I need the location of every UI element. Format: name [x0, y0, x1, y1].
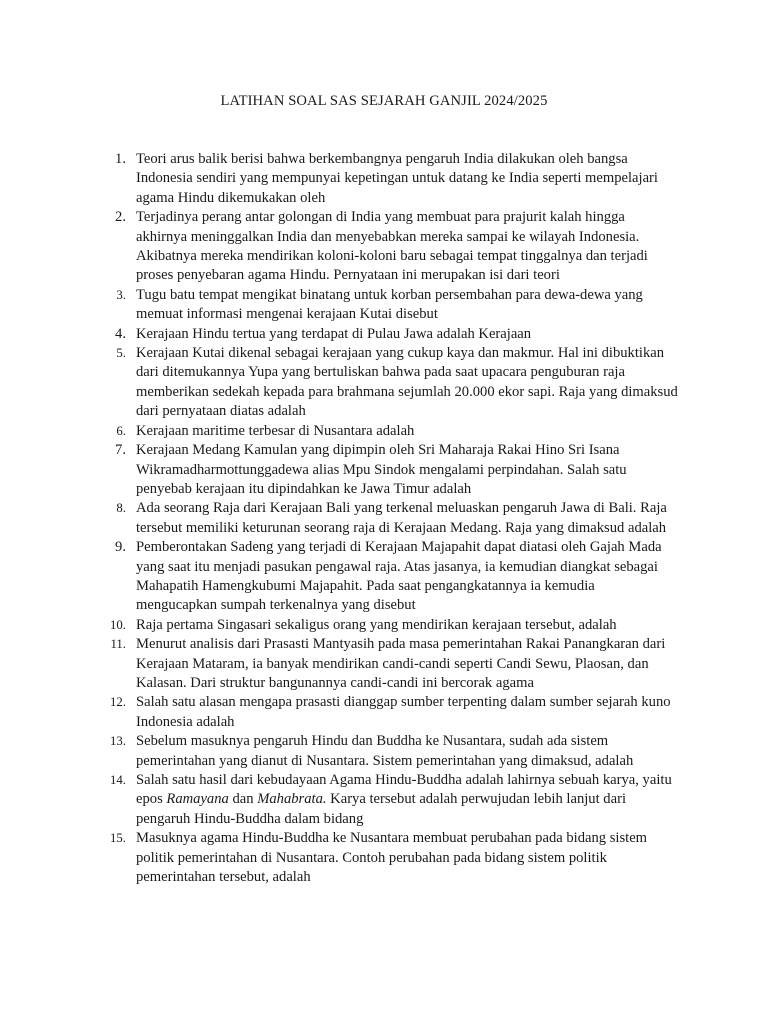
question-item: [0, 499, 768, 538]
question-number: 9.: [115, 539, 126, 556]
question-number: 13.: [110, 734, 126, 749]
question-number: 7.: [115, 442, 126, 459]
question-item: [0, 693, 768, 732]
question-number: 8.: [116, 501, 126, 516]
question-item: [0, 344, 768, 422]
question-list: [0, 150, 768, 887]
question-item: [0, 829, 768, 887]
question-item: [0, 441, 768, 499]
document-title: LATIHAN SOAL SAS SEJARAH GANJIL 2024/2025: [220, 93, 548, 109]
question-number: 11.: [110, 637, 126, 652]
question-text: Menurut analisis dari Prasasti Mantyasih pada masa pemerintahan Rakai Panangkaran dari Kerajaan Mataram, ia banyak mendirikan candi-candi seperti Candi Sewu, Plaosan, dan Kalasan. Dari struktur bangunannya candi-candi ini bercorak agama: [136, 636, 666, 691]
question-text: Kerajaan Medang Kamulan yang dipimpin oleh Sri Maharaja Rakai Hino Sri Isana Wikramadharmottunggadewa alias Mpu Sindok mengalami perpindahan. Salah satu penyebab kerajaan itu dipindahkan ke Jawa Timur adalah: [136, 442, 627, 497]
question-item: [0, 325, 768, 344]
question-item: [0, 150, 768, 208]
question-text-part: Salah satu hasil dari kebudayaan Agama Hindu-Buddha adalah lahirnya sebuah karya, yaitu epos: [136, 772, 672, 808]
question-number: 2.: [115, 209, 126, 226]
question-text: Sebelum masuknya pengaruh Hindu dan Buddha ke Nusantara, sudah ada sistem pemerintahan yang dianut di Nusantara. Sistem pemerintahan yang dimaksud, adalah: [136, 733, 634, 769]
question-text: [136, 771, 678, 829]
question-text: Ada seorang Raja dari Kerajaan Bali yang terkenal meluaskan pengaruh Jawa di Bali. Raja tersebut memiliki keturunan seorang raja di Kerajaan Medang. Raja yang dimaksud adalah: [136, 500, 667, 536]
question-text: Raja pertama Singasari sekaligus orang yang mendirikan kerajaan tersebut, adalah: [136, 616, 617, 633]
question-number: 12.: [110, 695, 126, 710]
question-item: [0, 771, 768, 829]
epos-mahabrata: Mahabrata.: [257, 791, 327, 808]
question-number: 3.: [116, 287, 126, 302]
question-item: [0, 422, 768, 441]
question-number: 10.: [110, 617, 126, 632]
question-number: 4.: [115, 325, 126, 342]
question-text: Salah satu alasan mengapa prasasti dianggap sumber terpenting dalam sumber sejarah kuno Indonesia adalah: [136, 694, 671, 730]
question-item: [0, 635, 768, 693]
question-text: Pemberontakan Sadeng yang terjadi di Kerajaan Majapahit dapat diatasi oleh Gajah Mada yang saat itu menjadi pasukan pengawal raja. Atas jasanya, ia kemudian diangkat sebagai Mahapatih Hamengkubumi Majapahit. Pada saat pengangkatannya ia kemudia mengucapkan sumpah terkenalnya yang disebut: [136, 539, 662, 614]
question-item: [0, 616, 768, 635]
question-number: 15.: [110, 831, 126, 846]
question-text-part: dan: [228, 791, 258, 808]
question-text: Kerajaan Hindu tertua yang terdapat di Pulau Jawa adalah Kerajaan: [136, 325, 532, 342]
question-item: [0, 732, 768, 771]
question-text: Terjadinya perang antar golongan di India yang membuat para prajurit kalah hingga akhirnya meninggalkan India dan menyebabkan mereka sampai ke wilayah Indonesia. Akibatnya mereka mendirikan koloni-koloni baru sebagai tempat tinggalnya dan terjadi proses penyebaran agama Hindu. Pernyataan ini merupakan isi dari teori: [136, 209, 648, 284]
question-text: Kerajaan maritime terbesar di Nusantara adalah: [136, 422, 415, 439]
question-text: Masuknya agama Hindu-Buddha ke Nusantara membuat perubahan pada bidang sistem politik pemerintahan di Nusantara. Contoh perubahan pada bidang sistem politik pemerintahan tersebut, adalah: [136, 830, 648, 886]
question-number: 14.: [110, 773, 126, 787]
question-text: Teori arus balik berisi bahwa berkembangnya pengaruh India dilakukan oleh bangsa Indonesia sendiri yang mempunyai kepetingan untuk datang ke India seperti mempelajari agama Hindu dikemukakan oleh: [136, 151, 658, 206]
question-number: 1.: [115, 151, 126, 167]
question-number: 5.: [116, 346, 126, 361]
epos-ramayana: Ramayana: [166, 791, 229, 808]
question-item: [0, 208, 768, 286]
question-item: [0, 286, 768, 325]
question-text: Kerajaan Kutai dikenal sebagai kerajaan yang cukup kaya dan makmur. Hal ini dibuktikan dari ditemukannya Yupa yang bertuliskan bahwa pada saat upacara penguburan raja memberikan sedekah kepada para brahmana sejumlah 20.000 ekor sapi. Raja yang dimaksud dari pernyataan diatas adalah: [136, 345, 678, 420]
question-item: [0, 538, 768, 616]
question-text-part: Karya tersebut adalah perwujudan lebih lanjut dari pengaruh Hindu-Buddha dalam bidang: [136, 791, 626, 827]
question-text: Tugu batu tempat mengikat binatang untuk korban persembahan para dewa-dewa yang memuat informasi mengenai kerajaan Kutai disebut: [136, 286, 643, 323]
question-number: 6.: [116, 423, 126, 438]
